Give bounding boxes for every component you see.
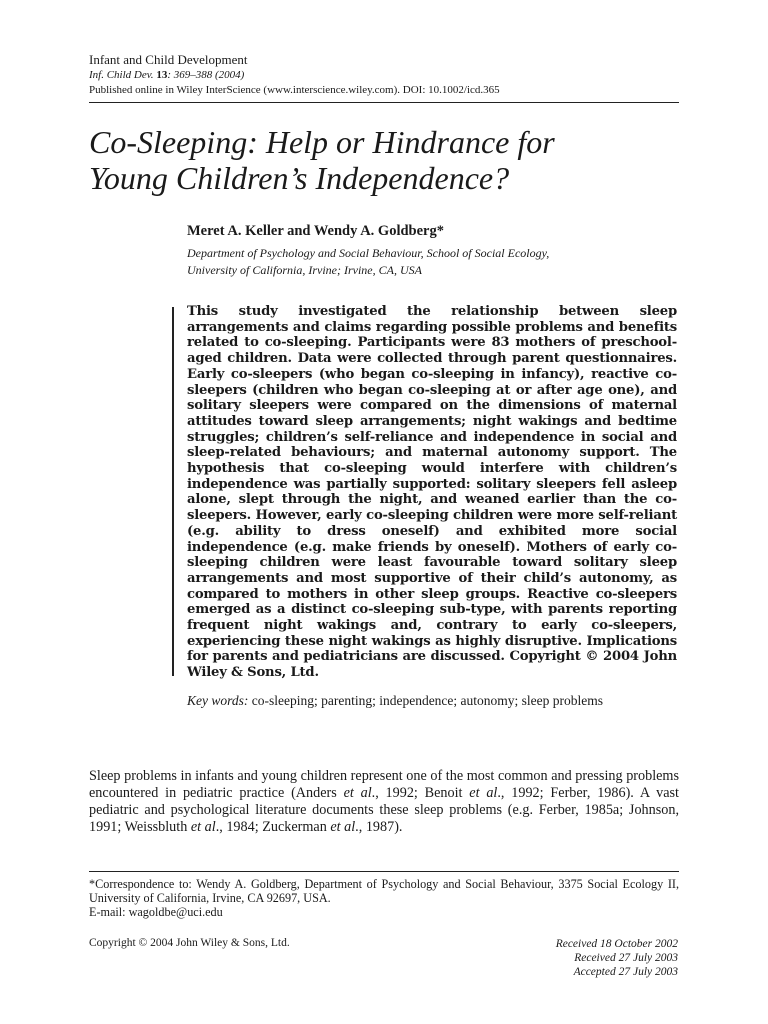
received-dates xyxy=(458,937,678,979)
journal-name: Infant and Child Development xyxy=(89,52,248,67)
intro-paragraph xyxy=(89,768,679,836)
abstract: This study investigated the relationship between sleep arrangements and claims regarding possible problems and benefits related to co-sleeping. Participants were 83 mothers of preschool-aged children. Data were collected through parent questionnaires. Early co-sleepers (who began co-sleeping in infancy), reactive co-sleepers (children who began co-sleeping at or after age one), and solitary sleepers were compared on the dimensions of maternal attitudes toward sleep arrangements; night wakings and bedtime struggles; children’s self-reliance and independence in social and sleep-related behaviours; and maternal autonomy support. The hypothesis that co-sleeping would interfere with children’s independence was partially supported: solitary sleepers fell asleep alone, slept through the night, and weaned earlier than the co-sleepers. However, early co-sleeping children were more self-reliant (e.g. ability to dress oneself) and exhibited more social independence (e.g. make friends by oneself). Mothers of early co-sleeping children were least favourable toward solitary sleep arrangements and most supportive of their child’s autonomy, as compared to mothers in other sleep groups. Reactive co-sleepers emerged as a distinct co-sleeping sub-type, with parents reporting frequent night wakings and, contrary to early co-sleepers, experiencing these night wakings as highly disruptive. Implications for parents and pediatricians are discussed. Copyright © 2004 John Wiley & Sons, Ltd. xyxy=(187,304,677,681)
affiliation-line-1: Department of Psychology and Social Behaviour, School of Social Ecology, xyxy=(187,246,550,260)
footnote-divider xyxy=(89,871,679,872)
keywords-text: co-sleeping; parenting; independence; autonomy; sleep problems xyxy=(248,693,604,708)
keywords xyxy=(187,692,677,709)
abstract-marker xyxy=(172,307,174,676)
paper-title xyxy=(89,124,689,196)
affiliation-line-2: University of California, Irvine; Irvine, CA, USA xyxy=(187,263,422,277)
intro-text: ., 1992; Benoit xyxy=(371,785,470,801)
intro-etal: et al xyxy=(190,819,216,835)
received-date-2: Received 27 July 2003 xyxy=(574,952,678,964)
citation-pages: : 369–388 (2004) xyxy=(167,69,245,81)
intro-etal: et al xyxy=(330,819,356,835)
copyright: Copyright © 2004 John Wiley & Sons, Ltd. xyxy=(89,937,290,949)
intro-etal: et al xyxy=(469,785,498,801)
intro-text: Sleep problems in infants and young children represent one of the most common and pressing problems encountered in pediatric practice (Anders xyxy=(89,768,679,801)
correspondence-email: E-mail: wagoldbe@uci.edu xyxy=(89,905,223,919)
published-online: Published online in Wiley InterScience (www.interscience.wiley.com). DOI: 10.1002/icd.365 xyxy=(89,84,500,96)
intro-etal: et al xyxy=(343,785,372,801)
received-date-1: Received 18 October 2002 xyxy=(555,938,678,950)
affiliation xyxy=(187,245,687,279)
correspondence-footnote xyxy=(89,877,679,919)
citation xyxy=(89,68,679,83)
correspondence-address: *Correspondence to: Wendy A. Goldberg, Department of Psychology and Social Behaviour, 3375 Social Ecology II, University of California, Irvine, CA 92697, USA. xyxy=(89,877,679,905)
accepted-date: Accepted 27 July 2003 xyxy=(573,966,678,978)
title-line-1: Co-Sleeping: Help or Hindrance for xyxy=(89,124,555,160)
authors: Meret A. Keller and Wendy A. Goldberg* xyxy=(187,223,444,239)
intro-text: ., 1992; Ferber, 1986). A vast pediatric and psychological literature documents these sleep problems (e.g. Ferber, 1985a; Johnson, 1991; Weissbluth xyxy=(89,785,679,835)
title-line-2: Young Children’s Independence? xyxy=(89,160,510,196)
journal-header xyxy=(89,52,679,98)
header-divider xyxy=(89,102,679,103)
citation-journal: Inf. Child Dev. xyxy=(89,69,154,81)
intro-text: ., 1984; Zuckerman xyxy=(215,819,331,835)
citation-volume: 13 xyxy=(156,69,168,81)
intro-text: ., 1987). xyxy=(355,819,403,835)
keywords-label: Key words: xyxy=(187,693,249,708)
